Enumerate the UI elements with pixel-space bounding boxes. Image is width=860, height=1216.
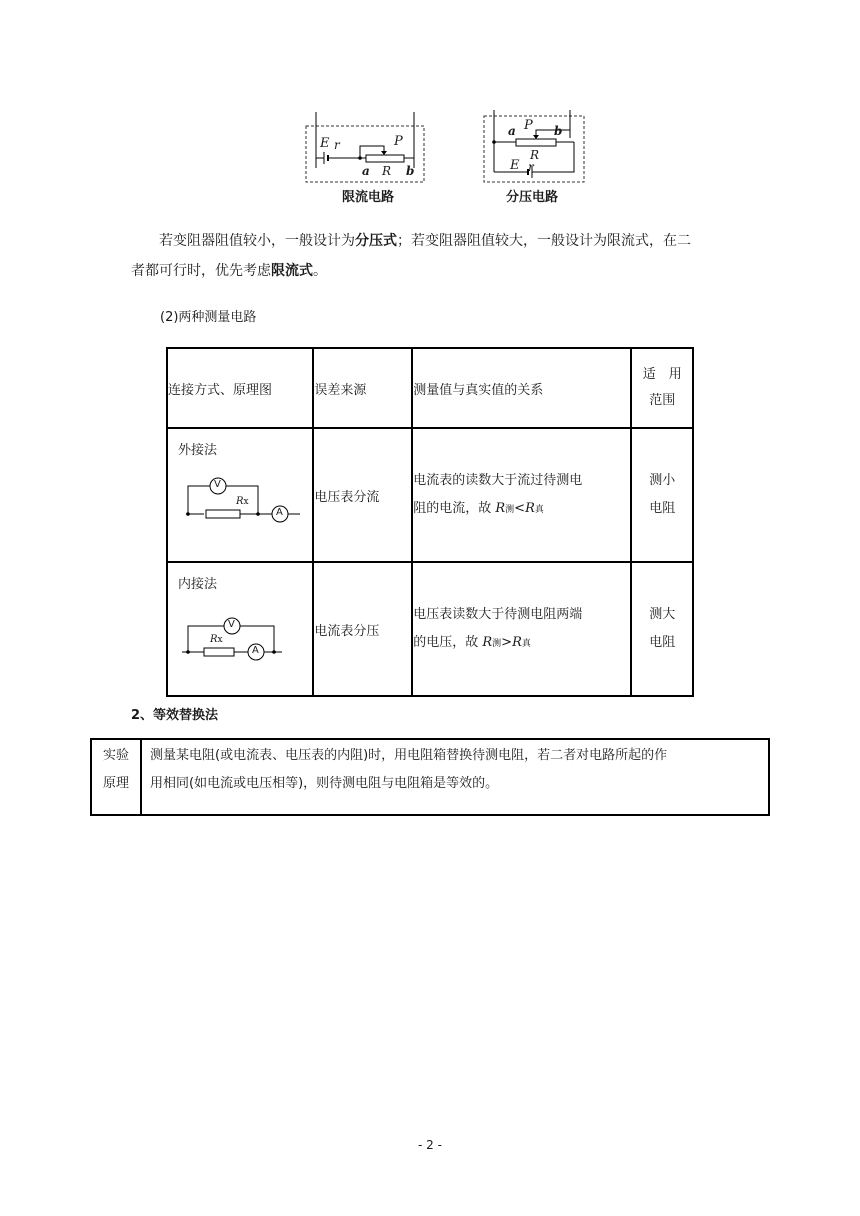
page-number: - 2 - — [418, 1138, 442, 1152]
relation-text: 的电压，故 — [413, 634, 483, 650]
scope-text: 电阻 — [649, 501, 676, 516]
resistor-label — [236, 496, 249, 507]
scope-cell — [631, 562, 693, 696]
label-R: R — [530, 148, 540, 162]
relation-line — [413, 495, 630, 524]
voltmeter-label: V — [228, 619, 235, 630]
relation-line: 电流表的读数大于流过待测电 — [413, 472, 583, 488]
scope-text: 测小 — [649, 473, 676, 488]
label-b: b — [406, 164, 415, 178]
content-line: 用相同(如电流或电压相等)，则待测电阻与电阻箱是等效的。 — [150, 776, 499, 791]
text: ；若变阻器阻值较大，一般设计为限流式，在二 — [397, 233, 691, 249]
header-text: 范围 — [649, 393, 676, 408]
table-row — [167, 428, 693, 562]
external-connection-diagram — [168, 476, 312, 546]
scope-text: 测大 — [649, 607, 676, 622]
scope-text: 电阻 — [649, 635, 676, 650]
scope-cell — [631, 428, 693, 562]
R-symbol: R — [525, 500, 535, 516]
subscript-measured: 测 — [492, 638, 502, 649]
paragraph-rheostat-advice — [131, 226, 751, 286]
method-name: 内接法 — [178, 577, 218, 592]
text: 。 — [313, 263, 327, 279]
label-P: P — [524, 118, 533, 133]
bold-text: 限流式 — [271, 263, 313, 279]
error-source-cell: 电压表分流 — [313, 428, 412, 562]
subscript-measured: 测 — [505, 504, 515, 515]
measurement-circuit-table — [166, 347, 694, 697]
content-cell — [141, 739, 769, 815]
resistor-label — [210, 634, 223, 645]
header-cell: 连接方式、原理图 — [167, 348, 313, 428]
relation-line: 电压表读数大于待测电阻两端 — [413, 606, 583, 622]
method-name: 外接法 — [178, 443, 218, 458]
R-symbol: R — [482, 634, 493, 650]
label-E: E — [510, 158, 520, 173]
header-text: 适 用 — [642, 367, 682, 382]
relation-line — [413, 629, 630, 658]
resistor-subscript: x — [217, 635, 223, 645]
label-a: a — [508, 124, 516, 138]
content-line: 测量某电阻(或电流表、电压表的内阻)时，用电阻箱替换待测电阻，若二者对电路所起的作 — [150, 748, 668, 763]
resistor-symbol: R — [236, 496, 244, 507]
subscript-true: 真 — [521, 638, 531, 649]
relation-cell — [412, 562, 631, 696]
figure-voltage-divider-circuit — [478, 108, 590, 204]
internal-connection-diagram — [168, 610, 312, 680]
header-cell: 误差来源 — [313, 348, 412, 428]
figure-caption: 分压电路 — [506, 190, 559, 205]
table-row — [167, 562, 693, 696]
text: 者都可行时，优先考虑 — [131, 263, 271, 279]
label-r: r — [528, 160, 534, 174]
header-cell — [631, 348, 693, 428]
method-cell — [167, 562, 313, 696]
text: 若变阻器阻值较小，一般设计为 — [159, 233, 355, 249]
operator: < — [514, 500, 526, 516]
relation-cell — [412, 428, 631, 562]
label-a: a — [362, 164, 370, 178]
ammeter-label: A — [252, 645, 259, 656]
header-cell: 测量值与真实值的关系 — [412, 348, 631, 428]
label-text: 原理 — [102, 776, 129, 791]
figure-current-limiting-circuit — [300, 108, 432, 204]
subscript-true: 真 — [534, 504, 544, 515]
experiment-principle-box — [90, 738, 770, 816]
table-row — [91, 739, 769, 815]
ammeter-label: A — [276, 507, 283, 518]
label-R: R — [382, 164, 392, 178]
section-heading-equivalent-substitution: 2、等效替换法 — [131, 708, 219, 723]
voltmeter-label: V — [214, 479, 221, 490]
table-header-row — [167, 348, 693, 428]
figure-caption: 限流电路 — [342, 190, 395, 205]
label-P: P — [394, 134, 403, 149]
label-r: r — [334, 138, 340, 152]
label-text: 实验 — [102, 748, 129, 763]
resistor-symbol: R — [210, 634, 218, 645]
bold-text: 分压式 — [355, 233, 397, 249]
operator: > — [501, 634, 513, 650]
subheading-measurement-circuits: (2)两种测量电路 — [160, 310, 257, 325]
resistor-subscript: x — [243, 497, 249, 507]
R-symbol: R — [495, 500, 506, 516]
label-b: b — [554, 124, 563, 138]
relation-text: 阻的电流，故 — [413, 500, 496, 516]
R-symbol: R — [512, 634, 522, 650]
label-cell — [91, 739, 141, 815]
label-E: E — [320, 136, 330, 151]
error-source-cell: 电流表分压 — [313, 562, 412, 696]
method-cell — [167, 428, 313, 562]
